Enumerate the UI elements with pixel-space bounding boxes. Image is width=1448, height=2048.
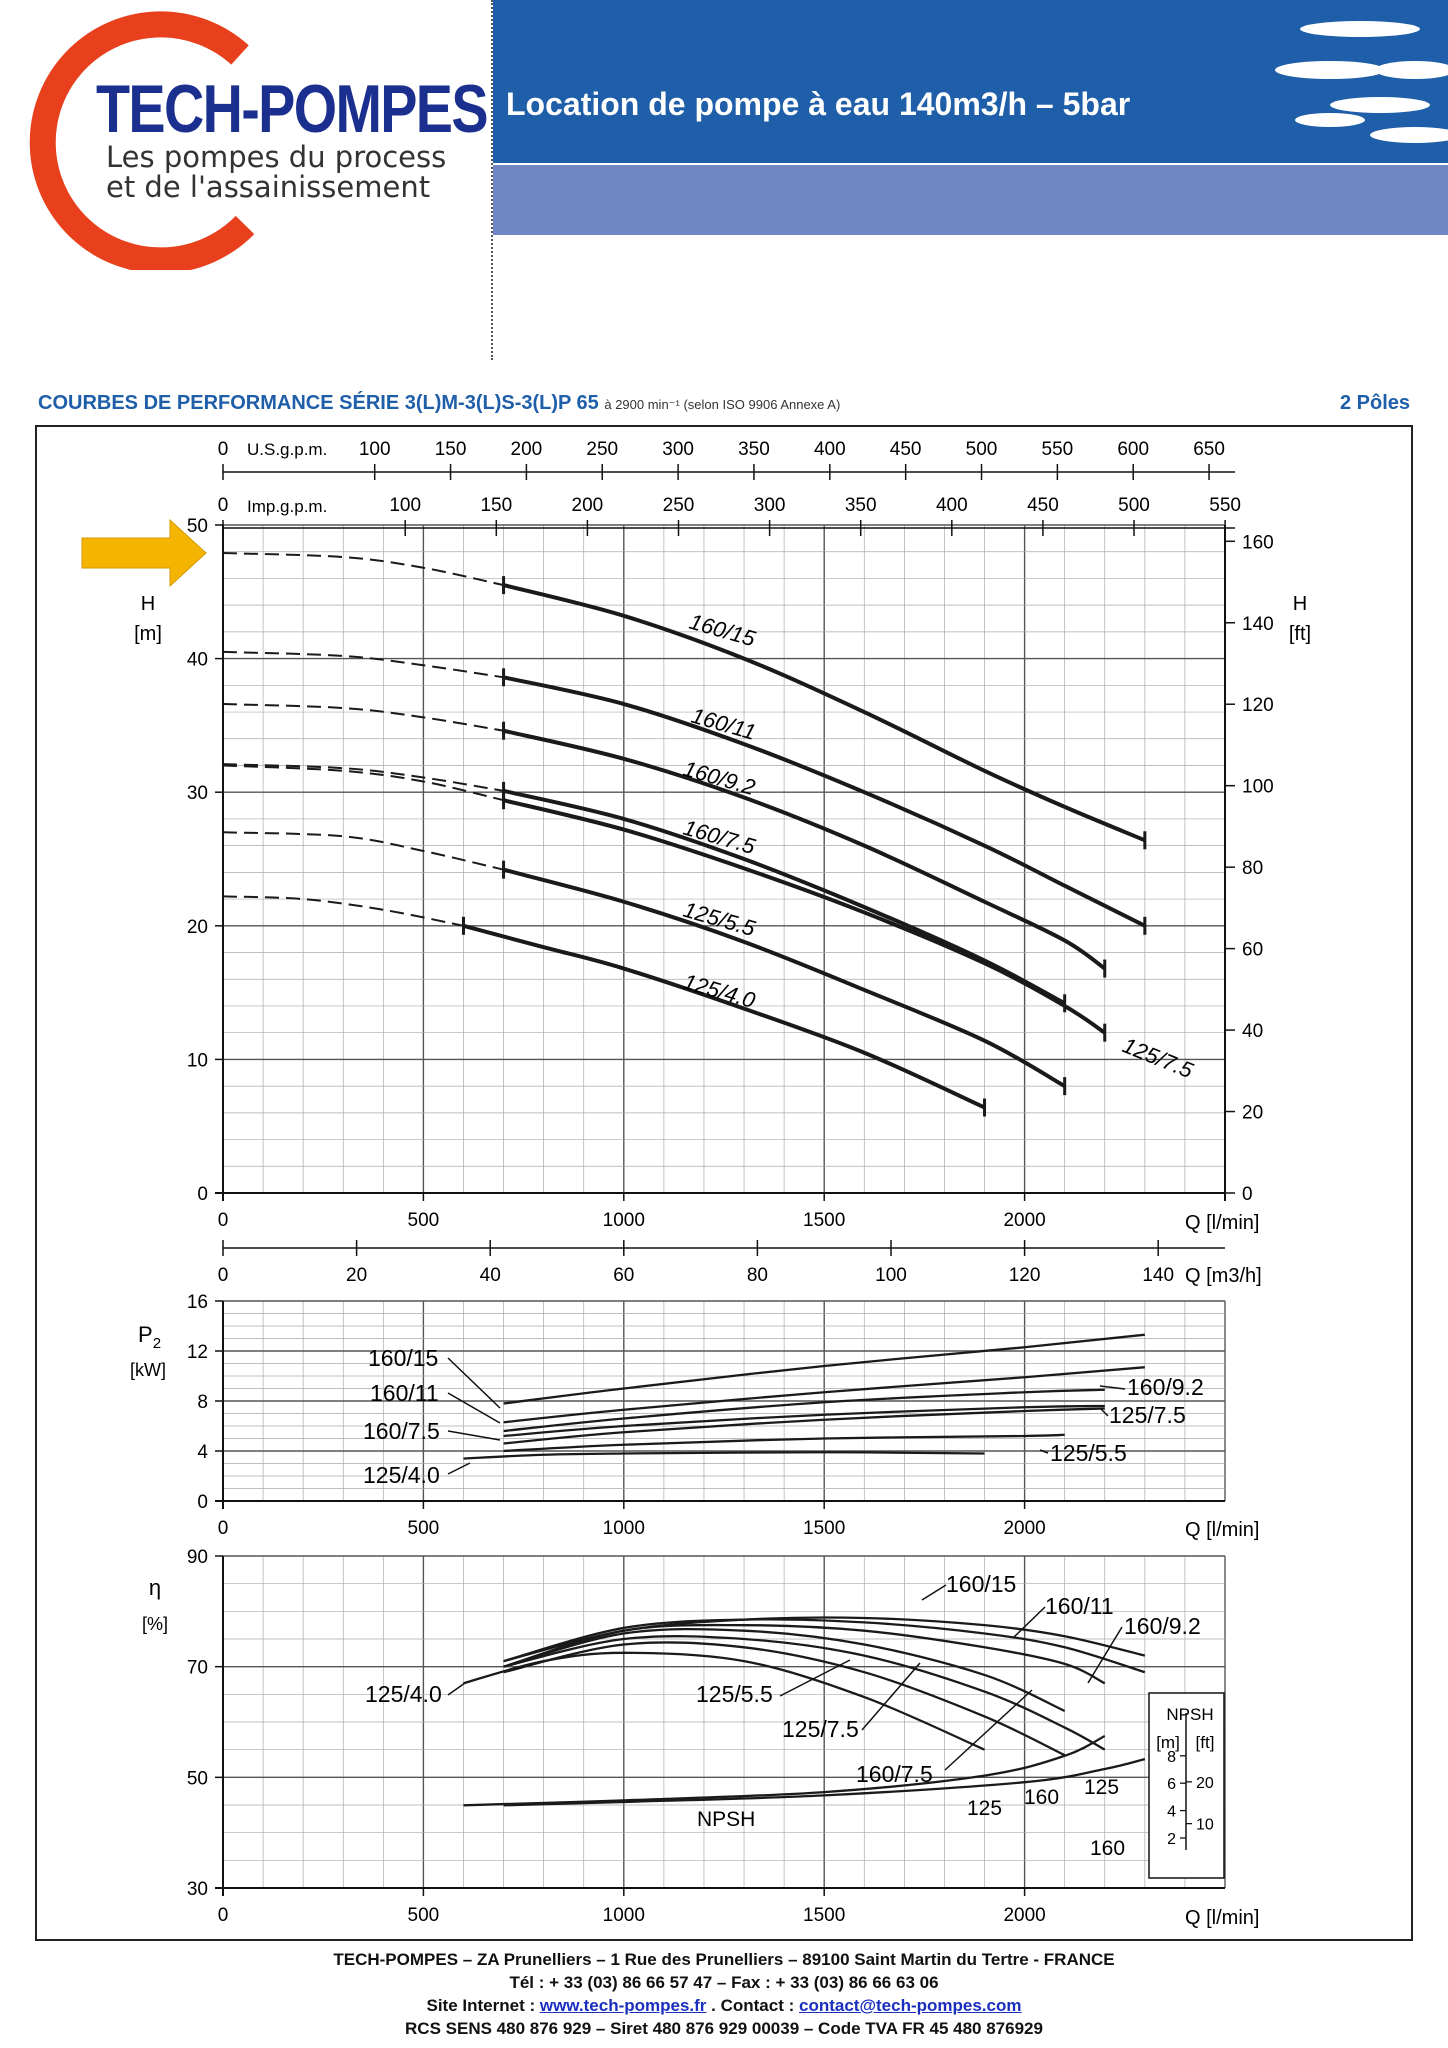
eta-label-160-15: 160/15 [946, 1571, 1017, 1597]
usgpm-tick-label: 400 [813, 439, 846, 460]
npsh-m-tick-label: 4 [1167, 1803, 1176, 1821]
footer-contact-line [0, 1994, 1448, 2017]
footer-site-label: Site Internet : [426, 1996, 540, 2015]
head-axis-title-ft: H [1292, 593, 1308, 615]
eta-label-125-5-5: 125/5.5 [696, 1681, 773, 1707]
x-tick-label: 1000 [602, 1518, 645, 1539]
power-curve-125-4-0 [463, 1452, 984, 1458]
npsh-m-tick-label: 8 [1167, 1748, 1176, 1766]
power-axis-unit: [kW] [130, 1360, 166, 1380]
y-tick-label: 12 [186, 1342, 208, 1363]
usgpm-tick-label: 350 [738, 439, 770, 460]
usgpm-tick-label: 100 [358, 439, 391, 460]
logo-tagline-1: Les pompes du process [106, 140, 447, 174]
section-title-text: COURBES DE PERFORMANCE SÉRIE 3(L)M-3(L)S-3(L)P 65 [38, 392, 599, 414]
m3h-tick-label: 20 [346, 1265, 368, 1286]
y2-tick-label: 120 [1242, 695, 1274, 717]
head-curve-125-4-0 [463, 926, 984, 1108]
npsh-label-125-b: 125 [1084, 1776, 1120, 1799]
power-x-label: Q [l/min] [1185, 1519, 1260, 1541]
footer-contact-label: . Contact : [706, 1996, 799, 2015]
eta-axis-title: η [148, 1575, 162, 1600]
usgpm-tick-label: 0 [217, 439, 229, 460]
head-curve-dashed [223, 652, 504, 677]
usgpm-tick-label: 300 [662, 439, 694, 460]
eta-label-160-9-2: 160/9.2 [1124, 1613, 1201, 1639]
eta-x-label: Q [l/min] [1185, 1907, 1260, 1929]
usgpm-label: U.S.g.p.m. [247, 440, 328, 459]
power-label-160-15: 160/15 [368, 1345, 439, 1371]
impgpm-tick-label: 100 [389, 495, 422, 516]
eta-leader-lines [448, 1585, 1122, 1770]
logo-name: TECH-POMPES [96, 71, 487, 147]
y-tick-label: 8 [197, 1392, 208, 1413]
y-tick-label: 0 [197, 1184, 208, 1205]
eta-label-125-4-0: 125/4.0 [365, 1681, 442, 1707]
impgpm-tick-label: 400 [935, 495, 968, 516]
npsh-ft-tick-label: 20 [1196, 1774, 1214, 1792]
eta-label-125-7-5: 125/7.5 [782, 1716, 859, 1742]
y-tick-label: 50 [186, 516, 208, 537]
x-tick-label: 500 [407, 1905, 440, 1926]
x-tick-label: 1500 [803, 1210, 846, 1231]
footer-registration: RCS SENS 480 876 929 – Siret 480 876 929 00039 – Code TVA FR 45 480 876929 [405, 2019, 1043, 2038]
x-tick-label: 2000 [1003, 1518, 1046, 1539]
y2-tick-label: 60 [1242, 939, 1264, 961]
x-tick-label: 1500 [803, 1905, 846, 1926]
footer-address: TECH-POMPES – ZA Prunelliers – 1 Rue des Prunelliers – 89100 Saint Martin du Tertre - FRANCE [333, 1950, 1115, 1969]
impgpm-tick-label: 250 [662, 495, 695, 516]
footer [0, 1948, 1448, 2040]
impgpm-tick-label: 500 [1118, 495, 1150, 516]
impgpm-tick-label: 450 [1027, 495, 1059, 516]
curve-label-125-7-5: 125/7.5 [1119, 1032, 1197, 1084]
x-tick-label: 0 [217, 1210, 229, 1231]
eta-axis-unit: [%] [141, 1614, 169, 1634]
impgpm-tick-label: 0 [217, 495, 229, 516]
head-curve-dashed [223, 704, 504, 731]
power-axis-sub: 2 [152, 1335, 162, 1352]
npsh-box-m: [m] [1156, 1733, 1180, 1752]
x-tick-label: 0 [217, 1518, 229, 1539]
m3h-x-label: Q [m3/h] [1185, 1265, 1262, 1287]
x-tick-label: 1000 [602, 1210, 645, 1231]
curve-label-160-7-5: 160/7.5 [680, 814, 759, 860]
x-tick-label: 2000 [1003, 1210, 1046, 1231]
y-tick-label: 30 [186, 783, 208, 805]
impgpm-tick-label: 200 [571, 495, 604, 516]
m3h-tick-label: 60 [613, 1265, 635, 1286]
npsh-box-title: NPSH [1166, 1705, 1214, 1724]
y2-tick-label: 20 [1242, 1102, 1264, 1124]
usgpm-tick-label: 600 [1117, 439, 1150, 460]
m3h-tick-label: 140 [1142, 1265, 1175, 1286]
npsh-curve-label: NPSH [697, 1808, 756, 1831]
y2-tick-label: 40 [1242, 1021, 1264, 1043]
usgpm-tick-label: 650 [1193, 439, 1225, 460]
m3h-tick-label: 120 [1008, 1265, 1041, 1286]
x-tick-label: 500 [407, 1518, 440, 1539]
y-tick-label: 40 [186, 649, 208, 671]
power-axis-p: P [138, 1322, 153, 1347]
y2-tick-label: 160 [1242, 532, 1274, 554]
y-tick-label: 10 [186, 1050, 208, 1072]
y-tick-label: 16 [186, 1292, 208, 1313]
impgpm-tick-label: 150 [480, 495, 513, 516]
usgpm-tick-label: 200 [510, 439, 543, 460]
m3h-tick-label: 80 [746, 1265, 768, 1286]
poles-label: 2 Pôles [1339, 392, 1410, 414]
usgpm-tick-label: 250 [586, 439, 619, 460]
npsh-m-tick-label: 6 [1167, 1776, 1176, 1794]
x-tick-label: 1000 [602, 1905, 645, 1926]
usgpm-tick-label: 150 [434, 439, 467, 460]
logo-tagline-2: et de l'assainissement [106, 170, 431, 204]
npsh-label-160-a: 160 [1024, 1786, 1060, 1809]
y-tick-label: 90 [186, 1547, 208, 1568]
x-tick-label: 0 [217, 1905, 229, 1926]
impgpm-tick-label: 300 [753, 495, 786, 516]
power-label-125-4-0: 125/4.0 [363, 1462, 440, 1488]
y-tick-label: 20 [186, 916, 208, 938]
power-label-160-7-5: 160/7.5 [363, 1418, 440, 1444]
head-axis-unit-m: [m] [134, 623, 162, 645]
footer-phone: Tél : + 33 (03) 86 66 57 47 – Fax : + 33 (03) 86 66 63 06 [509, 1973, 939, 1992]
eta-label-160-11: 160/11 [1045, 1593, 1114, 1619]
curve-label-125-5-5: 125/5.5 [680, 896, 759, 942]
curve-label-160-15: 160/15 [686, 608, 759, 652]
impgpm-tick-label: 350 [844, 495, 877, 516]
power-label-160-11: 160/11 [370, 1380, 439, 1406]
y-tick-label: 70 [186, 1657, 208, 1679]
head-curve-dashed [223, 553, 504, 585]
y2-tick-label: 0 [1242, 1184, 1253, 1205]
curve-label-160-9-2: 160/9.2 [680, 755, 759, 801]
npsh-label-160-b: 160 [1090, 1837, 1126, 1860]
usgpm-tick-label: 550 [1041, 439, 1074, 460]
npsh-m-tick-label: 2 [1167, 1831, 1176, 1848]
y-tick-label: 50 [186, 1768, 208, 1790]
y-tick-label: 30 [186, 1879, 208, 1900]
page-title: Location de pompe à eau 140m3/h – 5bar [506, 86, 1131, 122]
head-axis-title: H [140, 593, 156, 615]
usgpm-tick-label: 500 [965, 439, 998, 460]
m3h-tick-label: 100 [875, 1265, 907, 1286]
usgpm-tick-label: 450 [889, 439, 922, 460]
curve-label-160-11: 160/11 [688, 702, 759, 745]
section-subtitle: à 2900 min⁻¹ (selon ISO 9906 Annexe A) [604, 397, 841, 412]
power-axis-title [138, 1322, 161, 1352]
y2-tick-label: 140 [1242, 613, 1274, 635]
npsh-ft-tick-label: 10 [1196, 1816, 1214, 1834]
eta-label-160-7-5: 160/7.5 [856, 1761, 933, 1787]
y-tick-label: 4 [197, 1442, 208, 1463]
x-tick-label: 2000 [1003, 1905, 1046, 1926]
footer-site-link[interactable]: www.tech-pompes.fr [539, 1996, 707, 2015]
footer-email-link[interactable]: contact@tech-pompes.com [798, 1996, 1022, 2015]
head-curve-dashed [223, 764, 504, 791]
m3h-tick-label: 0 [217, 1265, 229, 1286]
head-axis-unit-ft: [ft] [1288, 623, 1312, 645]
power-label-125-7-5: 125/7.5 [1109, 1402, 1186, 1428]
y-tick-label: 0 [197, 1492, 208, 1513]
y2-tick-label: 100 [1242, 776, 1274, 798]
power-label-160-9-2: 160/9.2 [1127, 1374, 1204, 1400]
impgpm-label: Imp.g.p.m. [247, 497, 328, 516]
x-tick-label: 500 [407, 1210, 440, 1231]
m3h-tick-label: 40 [479, 1265, 501, 1286]
npsh-box-ft: [ft] [1195, 1733, 1215, 1752]
head-curve-dashed [223, 832, 504, 869]
impgpm-tick-label: 550 [1209, 495, 1241, 516]
npsh-label-125-a: 125 [967, 1797, 1003, 1820]
head-x-label: Q [l/min] [1185, 1212, 1260, 1234]
power-label-125-5-5: 125/5.5 [1050, 1440, 1127, 1466]
curve-label-125-4-0: 125/4.0 [680, 968, 759, 1014]
y2-tick-label: 80 [1242, 858, 1264, 880]
x-tick-label: 1500 [803, 1518, 846, 1539]
